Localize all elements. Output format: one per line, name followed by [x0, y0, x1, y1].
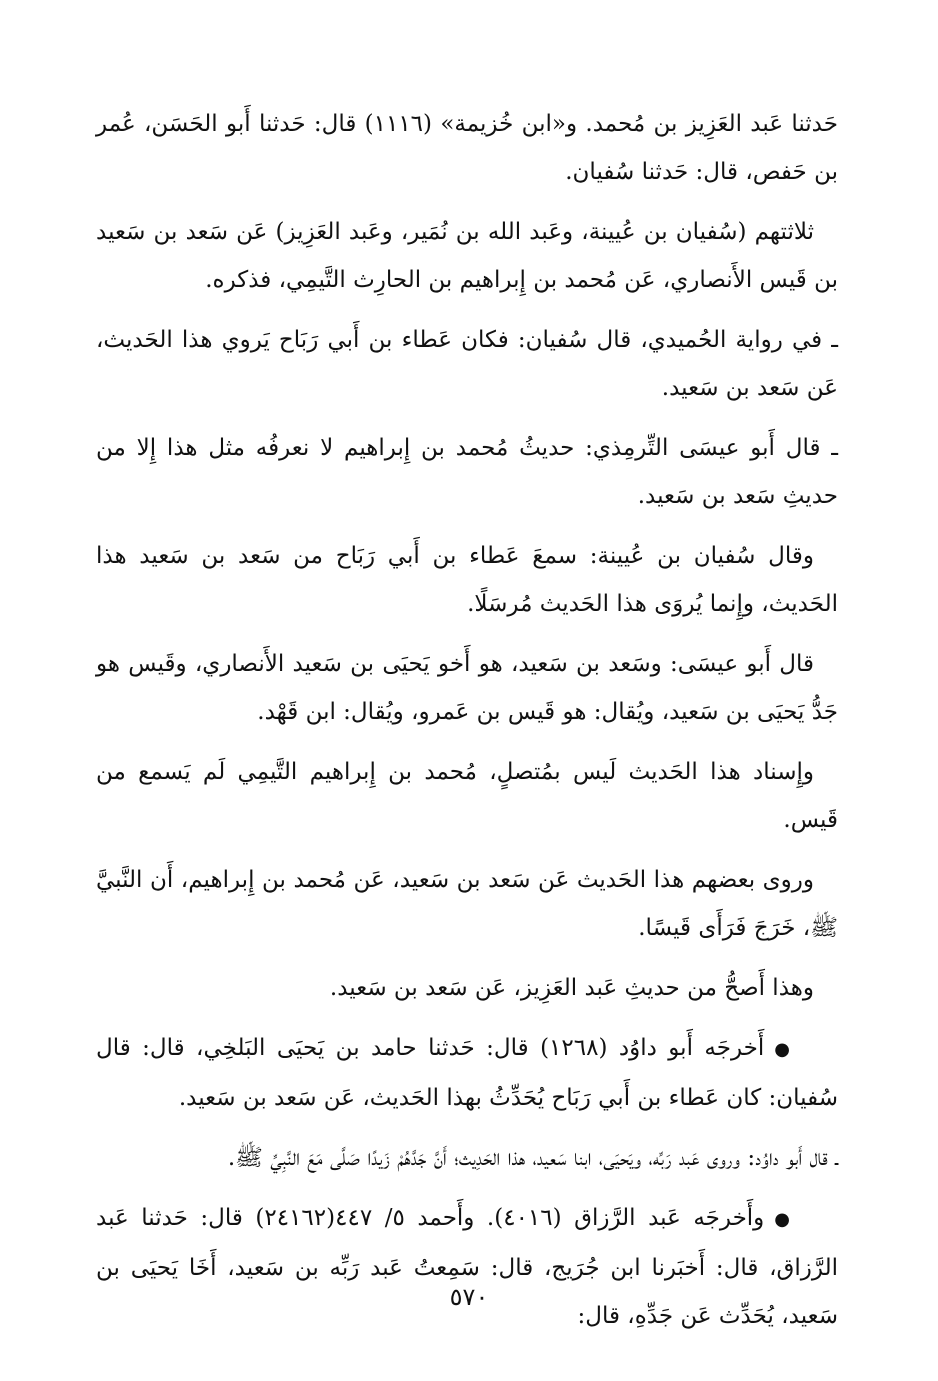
page-number: ٥٧٠: [449, 1283, 489, 1311]
paragraph-10: ●أَخرجَه أَبو داوُد (١٢٦٨) قال: حَدثنا حامد بن يَحيَى البَلخِي، قال: قال سُفيان: كان عَطاء بن أَبي رَبَاح يُحَدِّثُ بهذا الحَديث، عَن سَعد بن سَعيد.: [96, 1024, 838, 1122]
paragraph-9: وهذا أَصحُّ من حديثِ عَبد العَزِيز، عَن سَعد بن سَعيد.: [329, 975, 814, 1001]
paragraph-6: قال أَبو عيسَى: وسَعد بن سَعيد، هو أَخو يَحيَى بن سَعيد الأَنصاري، وقَيس هو جَدُّ يَحيَى بن سَعيد، ويُقال: هو قَيس بن عَمرو، ويُقال: ابن قَهْد.: [96, 651, 838, 725]
paragraph-2: ثلاثتهم (سُفيان بن عُيينة، وعَبد الله بن نُمَير، وعَبد العَزِيز) عَن سَعد بن سَعيد بن قَيس الأَنصاري، عَن مُحمد بن إِبراهيم بن الحارِث التَّيمِي، فذكره.: [96, 219, 838, 293]
bullet-icon: ●: [774, 1039, 790, 1060]
paragraph-3: ـ في رواية الحُميدي، قال سُفيان: فكان عَطاء بن أَبي رَبَاح يَروي هذا الحَديث، عَن سَعد بن سَعيد.: [96, 327, 838, 401]
paragraph-1: حَدثنا عَبد العَزِيز بن مُحمد. و«ابن خُزيمة» (١١١٦) قال: حَدثنا أَبو الحَسَن، عُمر بن حَفص، قال: حَدثنا سُفيان.: [96, 111, 838, 185]
paragraph-12: ●وأَخرجَه عَبد الرَّزاق (٤٠١٦). وأَحمد ٥/ ٤٤٧(٢٤١٦٢) قال: حَدثنا عَبد الرَّزاق، قال: أَخبَرنا ابن جُرَيج، قال: سَمِعتُ عَبد رَبِّه بن سَعيد، أَخَا يَحيَى بن سَعيد، يُحَدِّث عَن جَدِّهِ، قال:: [96, 1194, 838, 1340]
paragraph-5: وقال سُفيان بن عُيينة: سمعَ عَطاء بن أَبي رَبَاح من سَعد بن سَعيد هذا الحَديث، وإِنما يُروَى هذا الحَديث مُرسَلًا.: [96, 543, 838, 617]
paragraph-7: وإِسناد هذا الحَديث لَيس بمُتصلٍ، مُحمد بن إِبراهيم التَّيمِي لَم يَسمع من قَيس.: [96, 759, 838, 833]
body-text: [96, 100, 838, 1352]
paragraph-11: ـ قال أَبو داوُد: وروى عَبد رَبِّه، ويَحيَى، ابنا سَعيد، هذا الحَدِيث؛ أَنَّ جَدَّهُمْ زَيدًا صَلَّى مَعَ النَّبِيِّ ﷺ.: [227, 1145, 838, 1171]
bullet-icon: ●: [774, 1209, 790, 1230]
paragraph-4: ـ قال أَبو عيسَى التِّرمِذي: حديثُ مُحمد بن إِبراهيم لا نعرفُه مثل هذا إِلا من حديثِ سَعد بن سَعيد.: [96, 435, 838, 509]
paragraph-8: وروى بعضهم هذا الحَديث عَن سَعد بن سَعيد، عَن مُحمد بن إِبراهيم، أَن النَّبيَّ ﷺ، خَرَجَ فَرَأَى قَيسًا.: [96, 867, 838, 941]
